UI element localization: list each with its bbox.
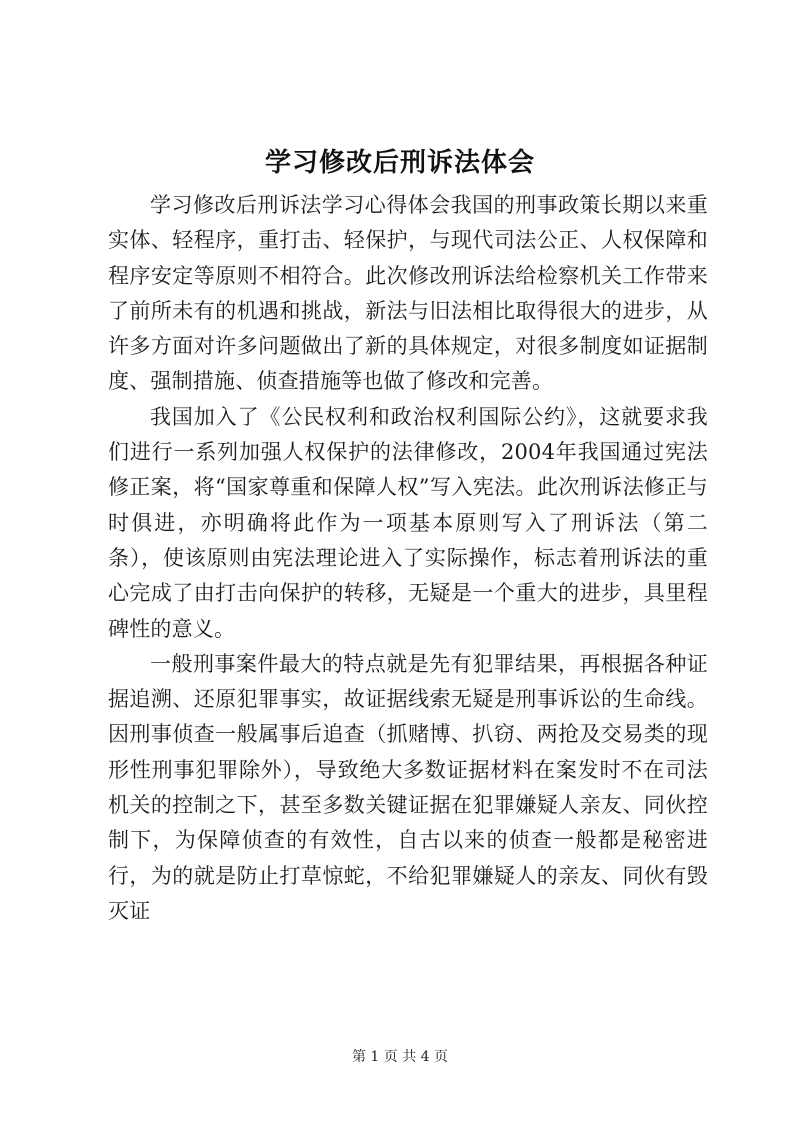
page-number-footer: 第 1 页 共 4 页 [351, 1049, 449, 1065]
paragraph-1: 学习修改后刑诉法学习心得体会我国的刑事政策长期以来重实体、轻程序，重打击、轻保护，与现代司法公正、人权保障和程序安定等原则不相符合。此次修改刑诉法给检察机关工作带来了前所未有的机遇和挑战，新法与旧法相比取得很大的进步，从许多方面对许多问题做出了新的具体规定，对很多制度如证据制度、强制措施、侦查措施等也做了修改和完善。 [108, 193, 708, 394]
paragraph-3: 一般刑事案件最大的特点就是先有犯罪结果，再根据各种证据追溯、还原犯罪事实，故证据线索无疑是刑事诉讼的生命线。因刑事侦查一般属事后追查（抓赌博、扒窃、两抢及交易类的现形性刑事犯罪除外），导致绝大多数证据材料在案发时不在司法机关的控制之下，甚至多数关键证据在犯罪嫌疑人亲友、同伙控制下，为保障侦查的有效性，自古以来的侦查一般都是秘密进行，为的就是防止打草惊蛇，不给犯罪嫌疑人的亲友、同伙有毁灭证 [108, 651, 708, 923]
document-title: 学习修改后刑诉法体会 [264, 148, 535, 178]
document-body [108, 188, 708, 929]
paragraph-2: 我国加入了《公民权利和政治权利国际公约》，这就要求我们进行一系列加强人权保护的法律修改，2004年我国通过宪法修正案，将“国家尊重和保障人权”写入宪法。此次刑诉法修正与时俱进，亦明确将此作为一项基本原则写入了刑诉法（第二条），使该原则由宪法理论进入了实际操作，标志着刑诉法的重心完成了由打击向保护的转移，无疑是一个重大的进步，具里程碑性的意义。 [108, 404, 708, 641]
